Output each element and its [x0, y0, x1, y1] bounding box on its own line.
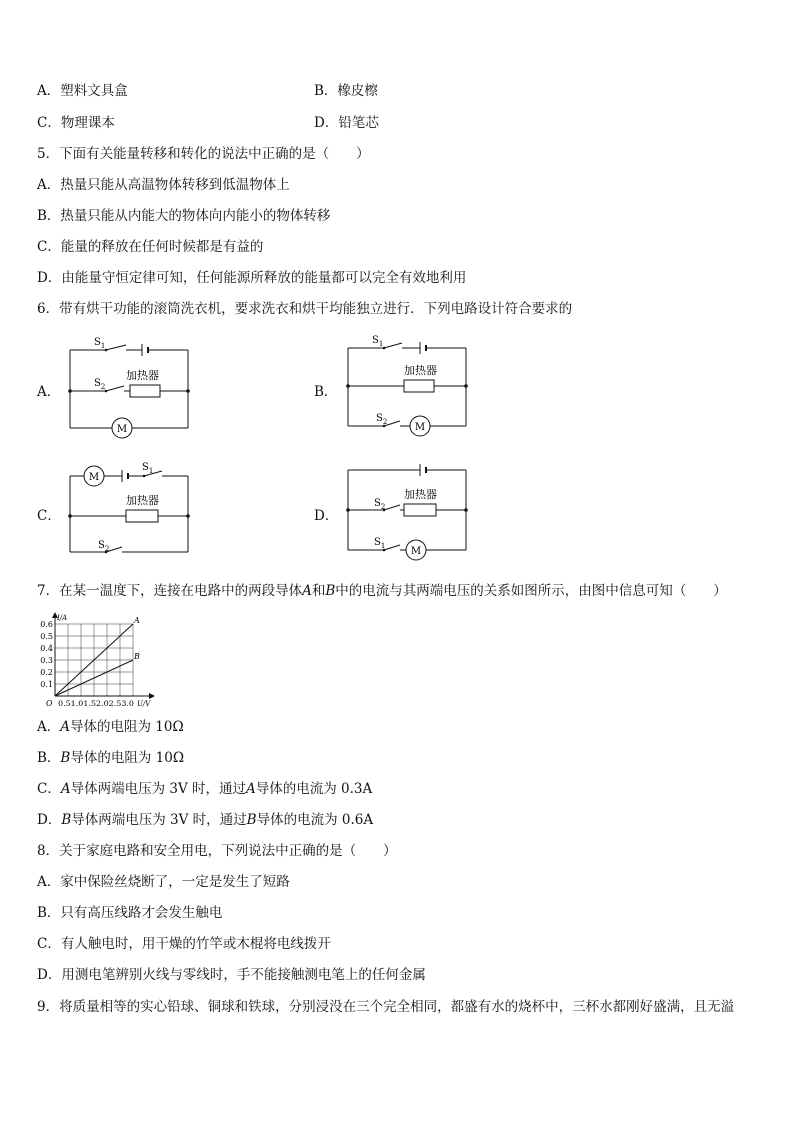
y-axis-label: I/A — [57, 614, 68, 622]
q4-option-b: B．橡皮檫 — [314, 83, 378, 99]
series-label-a: A — [134, 616, 140, 625]
q4-option-a: A．塑料文具盒 — [37, 83, 128, 99]
q5-option-a: A．热量只能从高温物体转移到低温物体上 — [37, 177, 290, 193]
switch-s1-label: $S_1$ — [372, 335, 384, 348]
q8-option-d: D．用测电笔辨别火线与零线时，手不能接触测电笔上的任何金属 — [37, 967, 426, 983]
heater-label: 加热器 — [126, 369, 159, 382]
y-tick-label: 0.4 — [40, 644, 53, 653]
iu-graph — [37, 612, 157, 712]
heater-label: 加热器 — [126, 494, 159, 507]
switch-s2-label: $S_2$ — [374, 498, 386, 511]
y-tick-label: 0.2 — [40, 668, 53, 677]
q7-option-a: A．A导体的电阻为 10Ω — [37, 719, 184, 735]
switch-s1-label: $S_1$ — [94, 337, 106, 350]
series-label-b: B — [134, 652, 140, 661]
switch-s2-label: $S_2$ — [98, 540, 110, 553]
motor-icon: M — [414, 422, 426, 433]
y-tick-label: 0.6 — [40, 620, 53, 629]
q5-option-c: C．能量的释放在任何时候都是有益的 — [37, 239, 264, 255]
x-axis-label: U/V — [137, 700, 151, 708]
heater-label: 加热器 — [404, 488, 437, 501]
q6-label-d: D． — [314, 508, 339, 524]
origin-label: O — [46, 699, 53, 708]
circuit-diagram-c — [60, 454, 200, 564]
q6-label-b: B． — [314, 384, 338, 400]
q7-stem: 7．在某一温度下，连接在电路中的两段导体A和B中的电流与其两端电压的关系如图所示，由图中信息可知（ ） — [37, 583, 727, 599]
q7-option-b: B．B导体的电阻为 10Ω — [37, 750, 185, 766]
q8-option-b: B．只有高压线路才会发生触电 — [37, 905, 223, 921]
switch-s1-label: $S_1$ — [142, 462, 154, 475]
q7-option-d: D．B导体两端电压为 3V 时，通过B导体的电流为 0.6A — [37, 812, 374, 828]
q9-stem: 9．将质量相等的实心铅球、铜球和铁球，分别浸没在三个完全相同，都盛有水的烧杯中，三杯水都刚好盛满，且无溢 — [37, 999, 735, 1015]
circuit-diagram-d — [338, 454, 478, 564]
switch-s2-label: $S_2$ — [376, 413, 388, 426]
switch-s2-label: $S_2$ — [94, 378, 106, 391]
motor-icon: M — [88, 472, 100, 483]
motor-icon: M — [410, 546, 422, 557]
q4-option-c: C．物理课本 — [37, 115, 115, 131]
q5-stem: 5．下面有关能量转移和转化的说法中正确的是（ ） — [37, 146, 370, 162]
y-tick-label: 0.1 — [40, 680, 53, 689]
y-tick-label: 0.3 — [40, 656, 53, 665]
q6-label-a: A． — [37, 384, 61, 400]
q4-option-d: D．铅笔芯 — [314, 115, 379, 131]
q5-option-d: D．由能量守恒定律可知，任何能源所释放的能量都可以完全有效地利用 — [37, 270, 467, 286]
x-tick-labels: 0.51.01.52.02.53.0 — [58, 699, 135, 708]
q6-stem: 6．带有烘干功能的滚筒洗衣机，要求洗衣和烘干均能独立进行．下列电路设计符合要求的 — [37, 301, 573, 317]
heater-label: 加热器 — [404, 364, 437, 377]
motor-icon: M — [116, 424, 128, 435]
q6-label-c: C． — [37, 508, 61, 524]
switch-s1-label: $S_1$ — [374, 537, 386, 550]
q7-option-c: C．A导体两端电压为 3V 时，通过A导体的电流为 0.3A — [37, 781, 373, 797]
q5-option-b: B．热量只能从内能大的物体向内能小的物体转移 — [37, 208, 331, 224]
q8-option-c: C．有人触电时，用干燥的竹竿或木棍将电线拨开 — [37, 936, 331, 952]
circuit-diagram-b — [338, 330, 478, 440]
y-tick-label: 0.5 — [40, 632, 53, 641]
q8-option-a: A．家中保险丝烧断了，一定是发生了短路 — [37, 874, 290, 890]
q8-stem: 8．关于家庭电路和安全用电，下列说法中正确的是（ ） — [37, 843, 397, 859]
circuit-diagram-a — [60, 330, 200, 440]
